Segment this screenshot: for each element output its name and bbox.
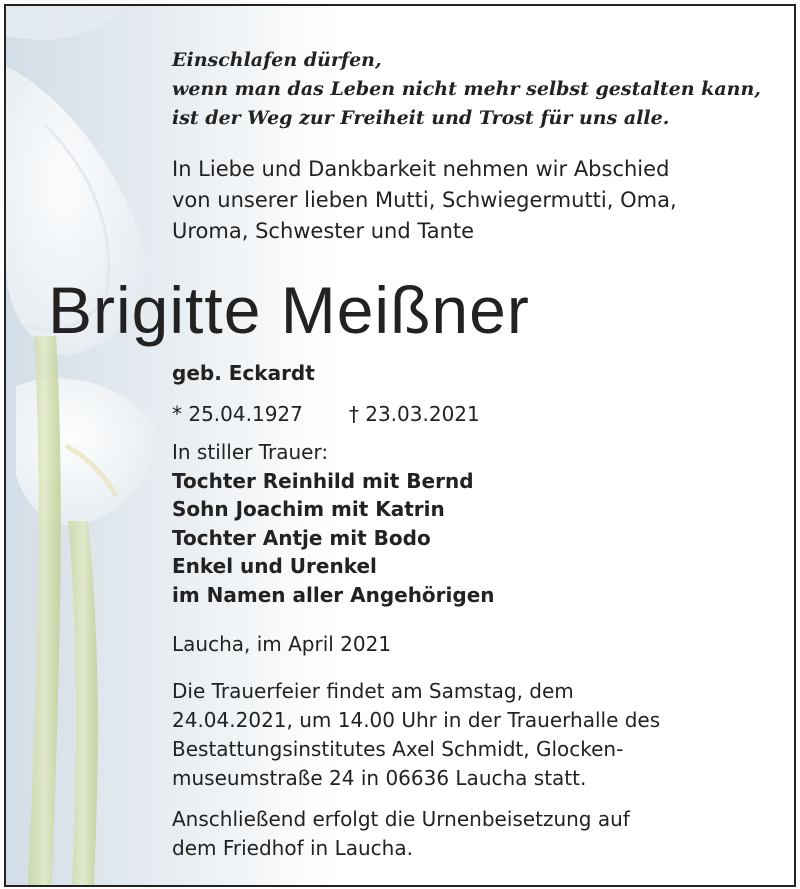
- verse-line: Einschlafen dürfen,: [172, 49, 382, 71]
- mourners-block: [172, 438, 495, 609]
- verse: [172, 46, 761, 133]
- funeral-line: Bestattungsinstitutes Axel Schmidt, Glocken-: [172, 737, 624, 761]
- mourners-heading: In stiller Trauer:: [172, 440, 329, 464]
- deceased-name: Brigitte Meißner: [48, 273, 530, 347]
- funeral-notice: [172, 677, 660, 793]
- verse-line: ist der Weg zur Freiheit und Trost für uns alle.: [172, 107, 670, 129]
- mourner-name: Tochter Antje mit Bodo: [172, 525, 431, 550]
- birth-date: * 25.04.1927: [172, 402, 303, 426]
- mourner-name: Tochter Reinhild mit Bernd: [172, 468, 474, 493]
- funeral-line: museumstraße 24 in 06636 Laucha statt.: [172, 766, 587, 790]
- urn-line: Anschließend erfolgt die Urnenbeisetzung auf: [172, 807, 630, 831]
- intro-line: von unserer lieben Mutti, Schwiegermutti, Oma,: [172, 188, 677, 212]
- mourner-name: Sohn Joachim mit Katrin: [172, 497, 445, 521]
- life-dates: [172, 399, 480, 429]
- place-and-date: Laucha, im April 2021: [172, 632, 392, 656]
- maiden-name: geb. Eckardt: [172, 361, 315, 385]
- mourner-name: Enkel und Urenkel: [172, 554, 377, 578]
- funeral-line: 24.04.2021, um 14.00 Uhr in der Trauerhalle des: [172, 708, 661, 732]
- intro-line: In Liebe und Dankbarkeit nehmen wir Abschied: [172, 157, 670, 181]
- funeral-line: Die Trauerfeier findet am Samstag, dem: [172, 679, 574, 703]
- death-date: † 23.03.2021: [348, 402, 480, 426]
- farewell-intro: [172, 154, 677, 247]
- urn-burial-notice: [172, 805, 630, 863]
- mourner-name: im Namen aller Angehörigen: [172, 582, 495, 607]
- urn-line: dem Friedhof in Laucha.: [172, 836, 413, 860]
- obituary-card: [4, 4, 796, 887]
- intro-line: Uroma, Schwester und Tante: [172, 219, 475, 243]
- verse-line: wenn man das Leben nicht mehr selbst gestalten kann,: [172, 78, 761, 100]
